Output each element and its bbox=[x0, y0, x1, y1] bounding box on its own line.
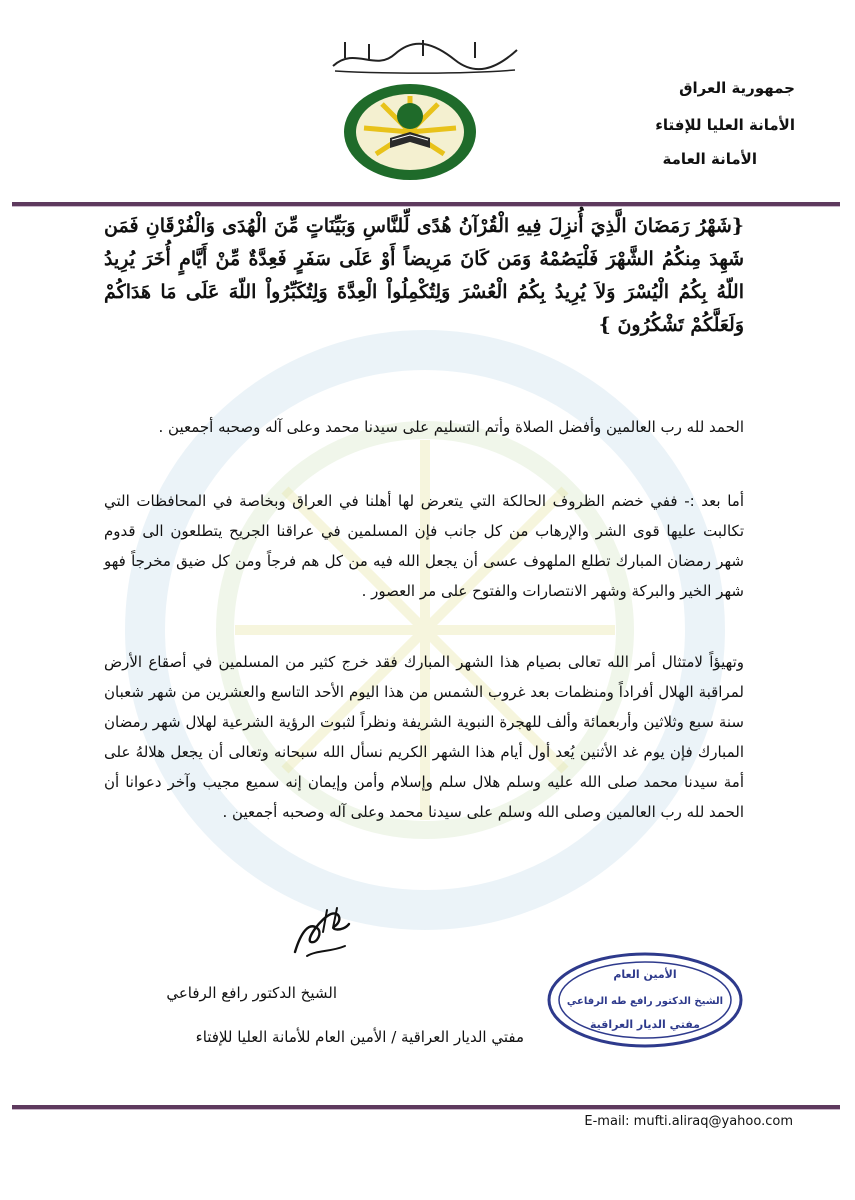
footer-email: E-mail: mufti.aliraq@yahoo.com bbox=[584, 1114, 793, 1129]
header-divider bbox=[12, 202, 840, 207]
stamp-top-text: الأمين العام bbox=[613, 968, 677, 981]
signer-title: مفتي الديار العراقية / الأمين العام للأمانة العليا للإفتاء bbox=[195, 1028, 524, 1046]
basmala-calligraphy bbox=[325, 36, 525, 76]
stamp-middle-text: الشيخ الدكتور رافع طه الرفاعي bbox=[566, 996, 724, 1007]
signer-name: الشيخ الدكتور رافع الرفاعي bbox=[166, 984, 337, 1002]
header-department: الأمانة العامة bbox=[662, 150, 757, 168]
footer-divider bbox=[12, 1105, 840, 1110]
header-institution: الأمانة العليا للإفتاء bbox=[655, 116, 795, 134]
stamp-bottom-text: مفتي الديار العراقية bbox=[590, 1018, 700, 1031]
quran-verse: {شَهْرُ رَمَضَانَ الَّذِيَ أُنزِلَ فِيهِ الْقُرْآنُ هُدًى لِّلنَّاسِ وَبَيِّنَاتٍ مِّنَ الْهُدَى وَالْفُرْقَانِ فَمَن شَهِدَ مِنكُمُ الشَّهْرَ فَلْيَصُمْهُ وَمَن كَانَ مَرِيضاً أَوْ عَلَى سَفَرٍ فَعِدَّةٌ مِّنْ أَيَّامٍ أُخَرَ يُرِيدُ اللّهُ بِكُمُ الْيُسْرَ وَلاَ يُرِيدُ بِكُمُ الْعُسْرَ وَلِتُكْمِلُواْ الْعِدَّةَ وَلِتُكَبِّرُواْ اللّهَ عَلَى مَا هَدَاكُمْ وَلَعَلَّكُمْ تَشْكُرُونَ } bbox=[104, 215, 744, 336]
body-paragraph-announcement: وتهيؤاً لامتثال أمر الله تعالى بصيام هذا الشهر المبارك فقد خرج كثير من المسلمين في أصقاع الأرض لمراقبة الهلال أفراداً ومنظمات بعد غروب الشمس من هذا اليوم الأحد التاسع والعشرين من شهر شعبان سنة سبع وثلاثين وأربعمائة وألف للهجرة النبوية الشريفة ونظراً لثبوت الرؤية الشرعية لهلال شهر رمضان المبارك فإن يوم غد الأثنين يُعد أول أيام هذا الشهر الكريم نسأل الله سبحانه وتعالى أن يجعل هلالهُ على أمة سيدنا محمد صلى الله عليه وسلم هلال سلم وإسلام وأمن وإيمان إنه سميع مجيب وآخر دعوانا أن الحمد لله رب العالمين وصلى الله وسلم على سيدنا محمد وعلى آله وصحبه أجمعين . bbox=[104, 653, 744, 821]
handwritten-signature bbox=[287, 902, 357, 964]
body-paragraph-context: أما بعد :- ففي خضم الظروف الحالكة التي يتعرض لها أهلنا في العراق وبخاصة في المحافظات التي تكالبت عليها قوى الشر والإرهاب من كل جانب فإن المسلمين في عراقنا الجريح يتطلعون الى قدوم شهر رمضان المبارك تطلع الملهوف عسى أن يجعل الله فيه من كل هم فرجاً ومن كل ضيق مخرجاً فهو شهر الخير والبركة وشهر الانتصارات والفتوح على مر العصور . bbox=[104, 492, 744, 600]
official-stamp bbox=[545, 950, 745, 1050]
header-country: جمهورية العراق bbox=[679, 79, 795, 97]
body-paragraph-opening: الحمد لله رب العالمين وأفضل الصلاة وأتم التسليم على سيدنا محمد وعلى آله وصحبه أجمعين . bbox=[158, 418, 744, 436]
